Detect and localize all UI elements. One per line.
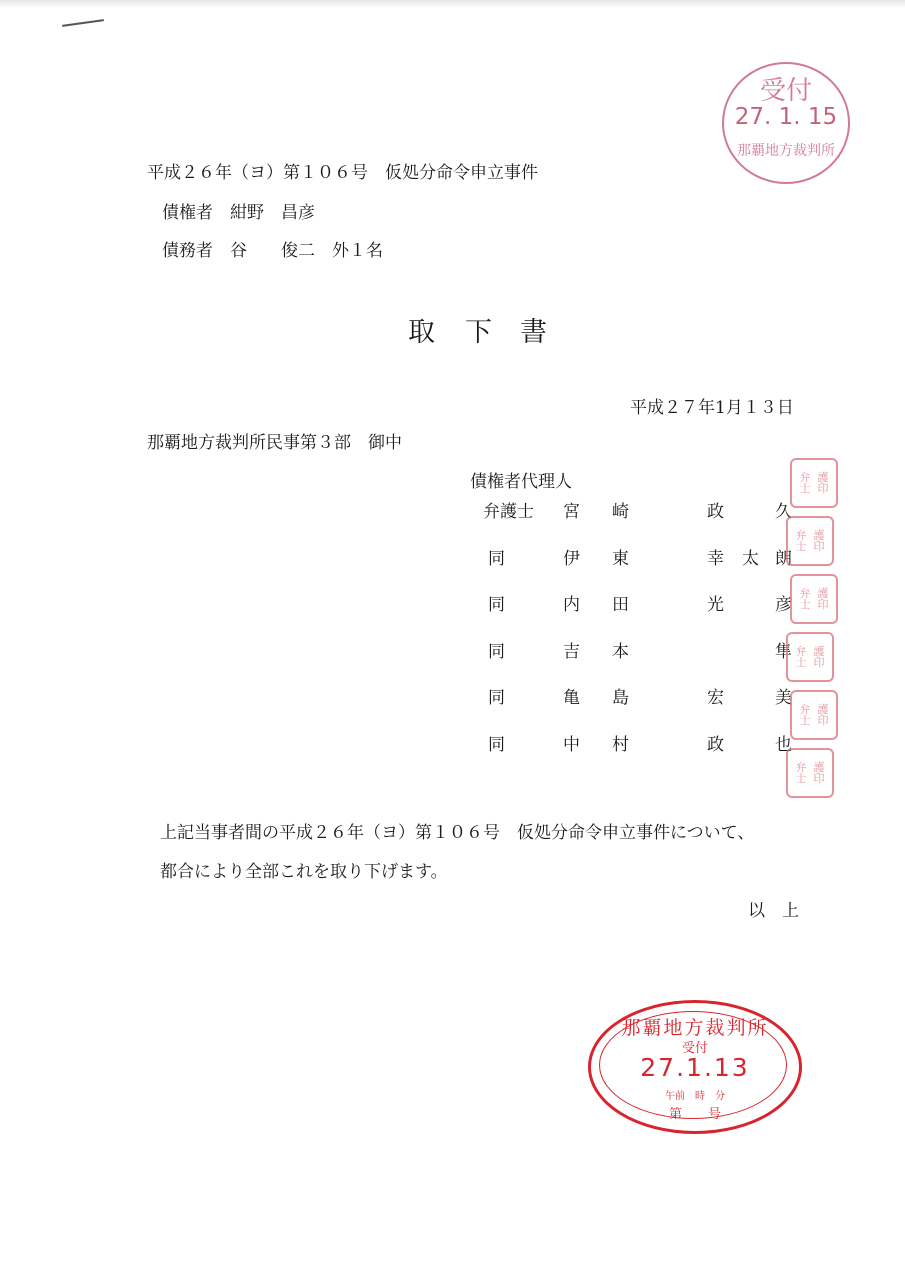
agent-role: 同 — [488, 595, 505, 615]
agent-role: 同 — [488, 734, 505, 755]
seal-char: 護 — [813, 529, 825, 542]
agent-name-char: 宮 — [563, 502, 580, 522]
agent-name-char: 政 — [707, 734, 724, 755]
court-stamp-name: 那覇地方裁判所 — [621, 1017, 769, 1039]
addressee: 那覇地方裁判所民事第３部 御中 — [147, 433, 402, 453]
agent-name-char: 美 — [775, 688, 792, 708]
creditor-line: 債権者 紺野 昌彦 — [162, 203, 315, 223]
seal-char: 弁 — [799, 587, 811, 600]
closing: 以 上 — [748, 901, 799, 921]
agent-name-char: 中 — [563, 734, 580, 755]
reception-stamp-top — [722, 62, 850, 184]
document-title-2: 下 — [465, 317, 492, 348]
lawyer-seal — [786, 748, 834, 798]
agent-role: 弁護士 — [483, 502, 534, 522]
agent-name-char: 亀 — [563, 688, 580, 708]
seal-char: 護 — [817, 587, 829, 600]
seal-char: 印 — [813, 540, 825, 553]
court-stamp-date: 27.1.13 — [640, 1053, 750, 1082]
stamp-top-bottom: 那覇地方裁判所 — [737, 143, 835, 159]
seal-char: 印 — [813, 656, 825, 669]
lawyer-seal — [786, 632, 834, 682]
stamp-top-date: 27. 1. 15 — [734, 104, 838, 130]
agent-name-char: 吉 — [563, 641, 580, 662]
agent-name-char: 光 — [707, 595, 724, 615]
agent-name-char: 太 — [742, 548, 759, 569]
debtor-line: 債務者 谷 俊二 外１名 — [162, 241, 383, 261]
seal-char: 印 — [817, 714, 829, 727]
seal-char: 印 — [817, 482, 829, 495]
case-number: 平成２６年（ヨ）第１０６号 仮処分命令申立事件 — [147, 163, 538, 183]
seal-char: 印 — [813, 772, 825, 785]
agent-role: 同 — [488, 548, 505, 569]
seal-char: 士 — [799, 482, 811, 495]
court-stamp-label: 受付 — [681, 1041, 708, 1056]
seal-char: 弁 — [795, 529, 807, 542]
agent-name-char: 宏 — [707, 688, 724, 708]
seal-char: 士 — [799, 714, 811, 727]
agent-name-char: 幸 — [707, 548, 724, 569]
agent-role: 同 — [488, 641, 505, 662]
lawyer-seal — [790, 458, 838, 508]
agent-name-char: 村 — [612, 734, 629, 755]
seal-char: 士 — [795, 772, 807, 785]
agent-heading: 債権者代理人 — [470, 472, 572, 492]
seal-char: 士 — [799, 598, 811, 611]
agent-name-char: 也 — [775, 734, 792, 755]
scan-edge — [0, 0, 905, 8]
agent-name-char: 本 — [612, 641, 629, 662]
agent-role: 同 — [488, 688, 505, 708]
pen-mark — [62, 19, 104, 27]
agent-name-char: 伊 — [563, 548, 580, 569]
agent-name-char: 内 — [563, 595, 580, 615]
agent-name-char: 東 — [612, 548, 629, 569]
stamp-top-label: 受付 — [759, 76, 812, 106]
agent-name-char: 彦 — [775, 595, 792, 615]
document-title-1: 取 — [408, 317, 435, 348]
court-stamp-time: 午前 時 分 — [665, 1091, 725, 1102]
lawyer-seal — [790, 574, 838, 624]
agent-name-char: 政 — [707, 502, 724, 522]
seal-char: 印 — [817, 598, 829, 611]
lawyer-seal — [790, 690, 838, 740]
agent-name-char: 朗 — [775, 548, 792, 569]
agent-name-char: 久 — [775, 502, 792, 522]
seal-char: 士 — [795, 656, 807, 669]
agent-name-char: 田 — [612, 595, 629, 615]
seal-char: 弁 — [799, 703, 811, 716]
seal-char: 護 — [817, 471, 829, 484]
seal-char: 弁 — [795, 645, 807, 658]
court-stamp-number: 第 号 — [668, 1107, 721, 1122]
lawyer-seal — [786, 516, 834, 566]
seal-char: 護 — [813, 761, 825, 774]
agent-name-char: 崎 — [612, 502, 629, 522]
document-date: 平成２７年1月１３日 — [630, 398, 794, 418]
body-line-2: 都合により全部これを取り下げます。 — [160, 862, 448, 882]
seal-char: 士 — [795, 540, 807, 553]
document-title-3: 書 — [520, 317, 547, 348]
agent-name-char: 島 — [612, 688, 629, 708]
agent-name-char: 隼 — [775, 641, 792, 662]
seal-char: 護 — [817, 703, 829, 716]
body-line-1: 上記当事者間の平成２６年（ヨ）第１０６号 仮処分命令申立事件について、 — [160, 823, 755, 843]
seal-char: 弁 — [795, 761, 807, 774]
seal-char: 弁 — [799, 471, 811, 484]
court-reception-stamp — [588, 1000, 802, 1134]
seal-char: 護 — [813, 645, 825, 658]
